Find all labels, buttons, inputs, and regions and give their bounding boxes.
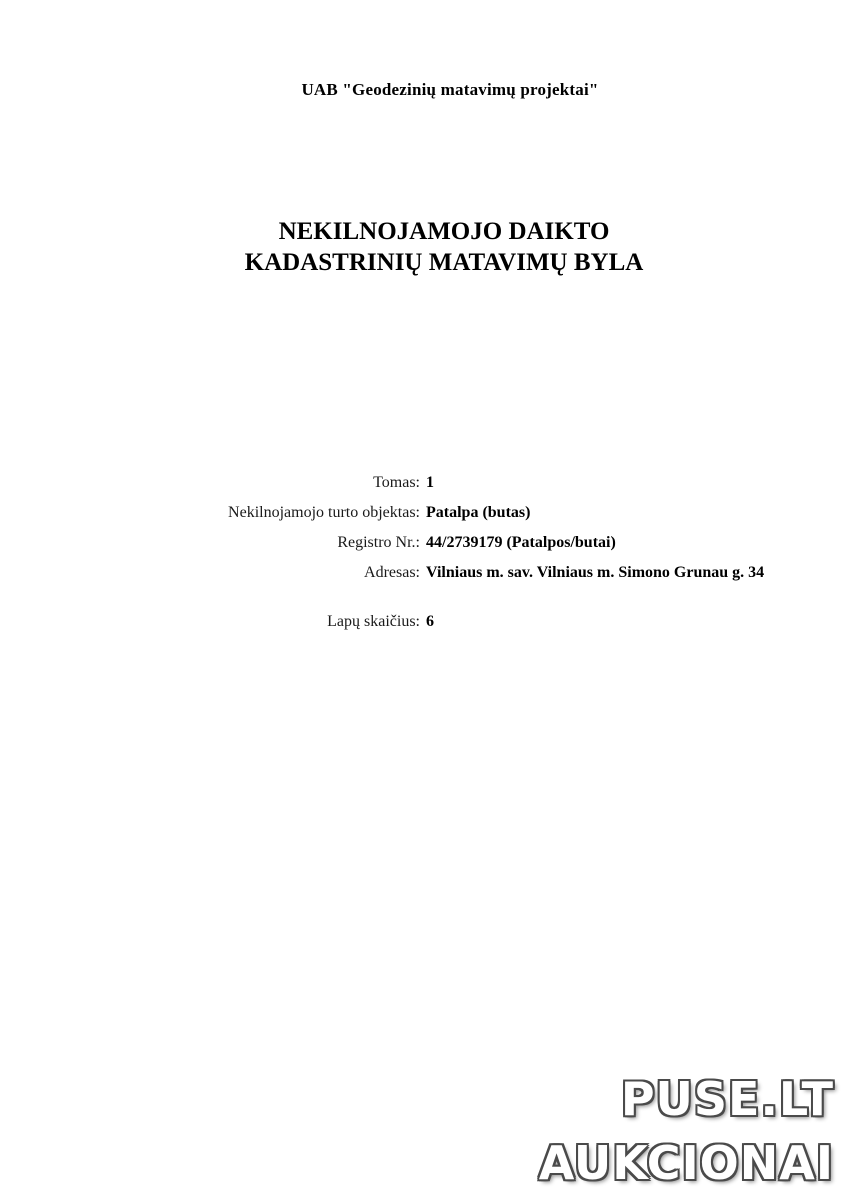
document-title [0,216,848,278]
field-label: Tomas: [373,474,420,491]
field-registro [0,528,848,558]
field-value: 1 [426,474,434,491]
watermark-line-2: AUKCIONAI [538,1136,834,1190]
field-value: 44/2739179 (Patalpos/butai) [426,534,616,551]
field-value: Patalpa (butas) [426,504,531,521]
field-objektas [0,498,848,528]
document-fields [0,468,848,637]
field-value: Vilniaus m. sav. Vilniaus m. Simono Grunau g. 34 [426,564,765,581]
field-label: Registro Nr.: [337,534,420,551]
field-adresas [0,558,848,588]
field-value: 6 [426,613,434,630]
field-tomas [0,468,848,498]
watermark-line-1: PUSE.LT [620,1072,834,1126]
field-lapu-skaicius [0,607,848,637]
title-line-1: NEKILNOJAMOJO DAIKTO [278,218,610,245]
field-label: Lapų skaičius: [327,613,420,630]
field-label: Adresas: [364,564,420,581]
title-line-2: KADASTRINIŲ MATAVIMŲ BYLA [244,249,644,276]
company-name: UAB "Geodezinių matavimų projektai" [301,80,599,99]
field-label: Nekilnojamojo turto objektas: [228,504,420,521]
